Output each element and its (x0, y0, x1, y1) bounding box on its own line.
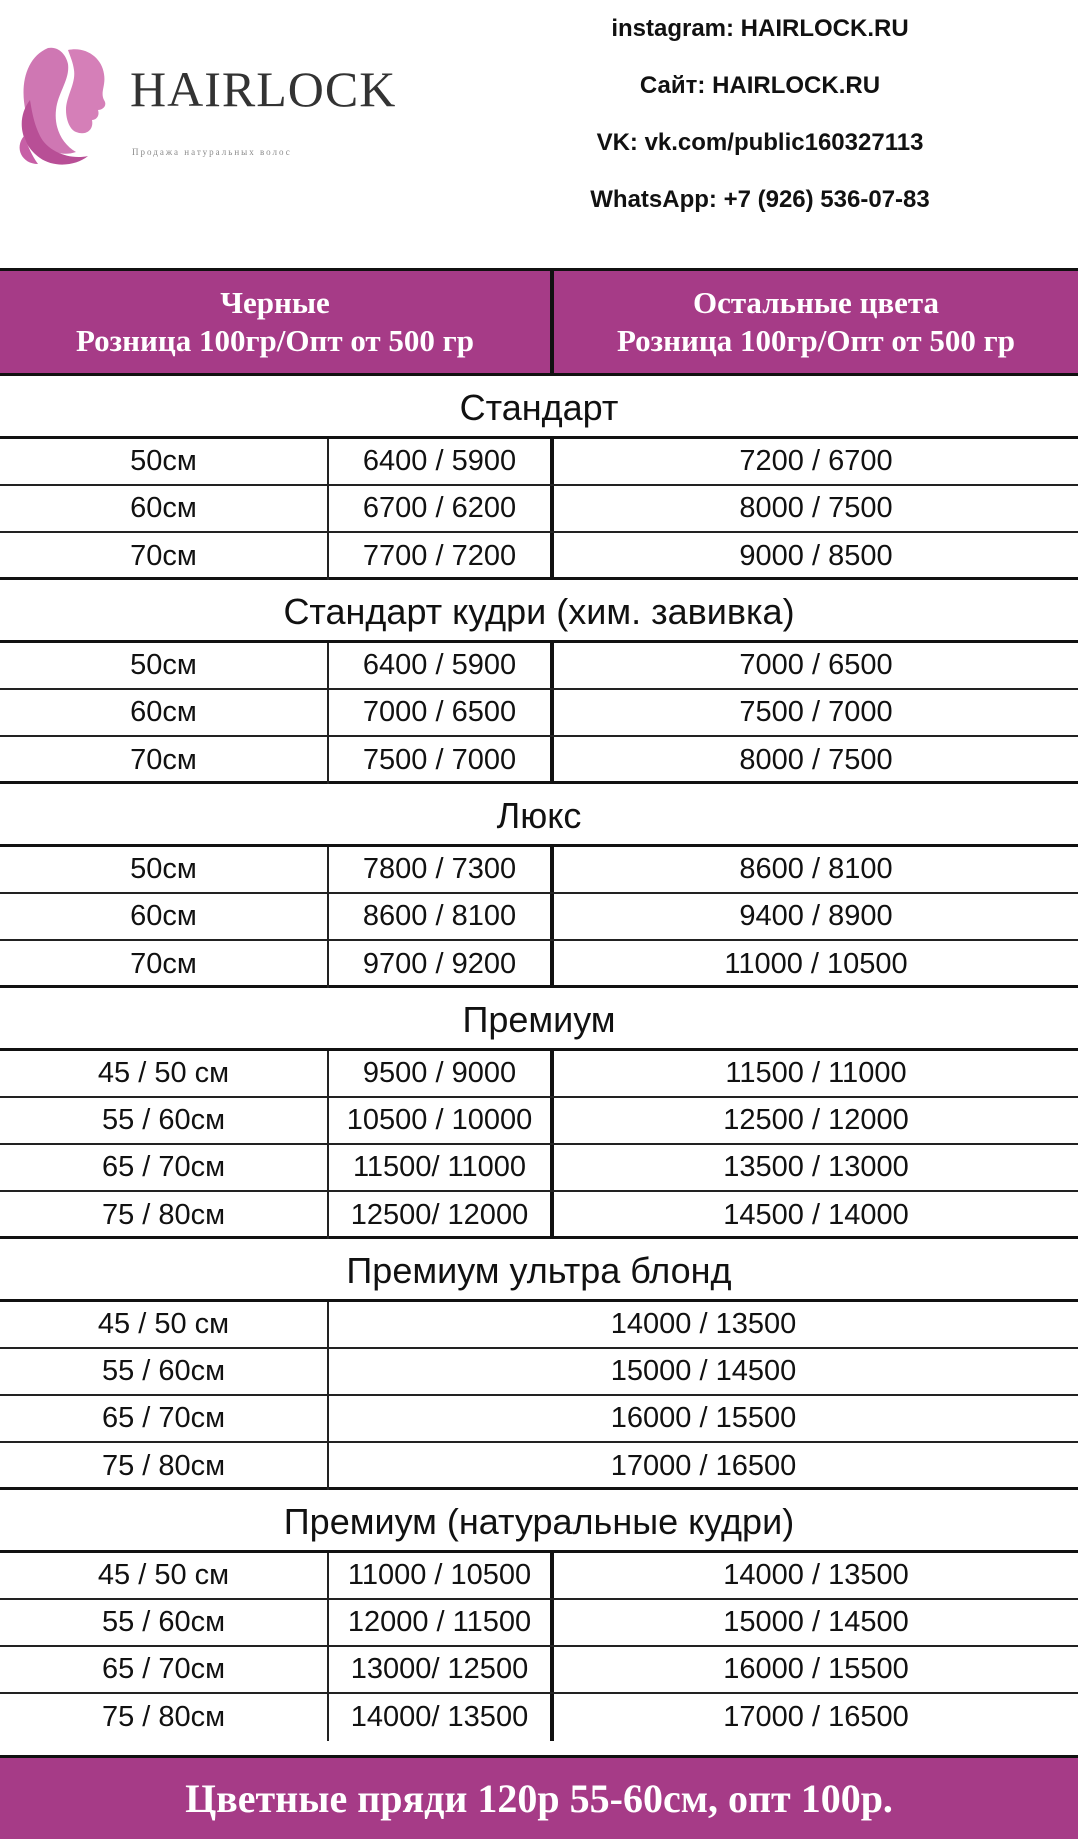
contact-website: Сайт: HAIRLOCK.RU (639, 72, 881, 99)
column-header-other (554, 271, 1078, 373)
header (0, 0, 1078, 268)
length-cell: 55 / 60см (0, 1098, 329, 1143)
length-cell: 60см (0, 486, 329, 531)
other-price-cell: 8000 / 7500 (739, 744, 893, 776)
table-row (0, 1443, 1078, 1490)
table-row (0, 1051, 1078, 1098)
column-header-black (0, 271, 554, 373)
length-cell: 75 / 80см (0, 1192, 329, 1239)
section-title: Стандарт кудри (хим. завивка) (0, 577, 1078, 643)
black-price-cell: 7800 / 7300 (329, 847, 554, 892)
section-title: Премиум (натуральные кудри) (0, 1487, 1078, 1553)
length-cell: 65 / 70см (0, 1647, 329, 1692)
other-price-cell: 8600 / 8100 (739, 853, 893, 885)
section-lux (0, 781, 1078, 988)
black-price-cell: 10500 / 10000 (329, 1098, 554, 1143)
other-price-cell: 7000 / 6500 (739, 649, 893, 681)
other-price-cell: 13500 / 13000 (723, 1151, 909, 1183)
black-price-cell: 12500/ 12000 (329, 1192, 554, 1239)
column-headers (0, 268, 1078, 376)
table-row (0, 1192, 1078, 1239)
length-cell: 45 / 50 см (0, 1553, 329, 1598)
black-price-cell: 6700 / 6200 (329, 486, 554, 531)
price-cell: 16000 / 15500 (610, 1402, 797, 1434)
black-price-cell: 9500 / 9000 (329, 1051, 554, 1096)
black-price-cell: 9700 / 9200 (329, 941, 554, 988)
length-cell: 70см (0, 533, 329, 580)
length-cell: 50см (0, 439, 329, 484)
section-title: Премиум ультра блонд (0, 1236, 1078, 1302)
other-price-cell: 14000 / 13500 (723, 1559, 909, 1591)
length-cell: 70см (0, 941, 329, 988)
table-row (0, 1553, 1078, 1600)
section-standard-curls (0, 577, 1078, 784)
contact-instagram: instagram: HAIRLOCK.RU (611, 15, 909, 42)
table-row (0, 1694, 1078, 1741)
black-price-cell: 7500 / 7000 (329, 737, 554, 784)
length-cell: 75 / 80см (0, 1443, 329, 1490)
section-standard (0, 373, 1078, 580)
section-title: Стандарт (0, 373, 1078, 439)
section-title: Премиум (0, 985, 1078, 1051)
section-premium (0, 985, 1078, 1239)
other-price-cell: 9000 / 8500 (739, 540, 893, 572)
black-price-cell: 14000/ 13500 (329, 1694, 554, 1741)
black-price-cell: 12000 / 11500 (329, 1600, 554, 1645)
table-row (0, 1647, 1078, 1694)
table-row (0, 1145, 1078, 1192)
black-price-cell: 11500/ 11000 (329, 1145, 554, 1190)
contact-vk: VK: vk.com/public160327113 (596, 129, 924, 156)
logo (10, 40, 397, 170)
column-header-other-subtitle: Розница 100гр/Опт от 500 гр (617, 323, 1015, 358)
black-price-cell: 13000/ 12500 (329, 1647, 554, 1692)
other-price-cell: 8000 / 7500 (739, 492, 893, 524)
table-row (0, 1396, 1078, 1443)
other-price-cell: 12500 / 12000 (723, 1104, 909, 1136)
table-row (0, 690, 1078, 737)
black-price-cell: 6400 / 5900 (329, 643, 554, 688)
black-price-cell: 7000 / 6500 (329, 690, 554, 735)
table-row (0, 533, 1078, 580)
contact-whatsapp: WhatsApp: +7 (926) 536-07-83 (590, 186, 930, 213)
footer-note: Цветные пряди 120р 55-60см, опт 100р. (0, 1755, 1078, 1839)
table-row (0, 643, 1078, 690)
other-price-cell: 11000 / 10500 (724, 948, 908, 980)
other-price-cell: 9400 / 8900 (739, 900, 893, 932)
black-price-cell: 11000 / 10500 (329, 1553, 554, 1598)
length-cell: 75 / 80см (0, 1694, 329, 1741)
table-row (0, 894, 1078, 941)
price-cell: 15000 / 14500 (610, 1355, 797, 1387)
other-price-cell: 11500 / 11000 (725, 1057, 907, 1089)
length-cell: 50см (0, 643, 329, 688)
other-price-cell: 7500 / 7000 (739, 696, 893, 728)
table-row (0, 847, 1078, 894)
length-cell: 65 / 70см (0, 1145, 329, 1190)
black-price-cell: 7700 / 7200 (329, 533, 554, 580)
table-row (0, 1600, 1078, 1647)
column-header-black-title: Черные (220, 285, 330, 320)
length-cell: 45 / 50 см (0, 1051, 329, 1096)
table-row (0, 1302, 1078, 1349)
other-price-cell: 14500 / 14000 (723, 1199, 909, 1231)
contacts (490, 0, 1030, 228)
price-table (0, 268, 1078, 1741)
other-price-cell: 7200 / 6700 (739, 445, 893, 477)
woman-profile-logo-icon (10, 40, 130, 170)
table-row (0, 486, 1078, 533)
length-cell: 55 / 60см (0, 1349, 329, 1394)
brand-name: HAIRLOCK (130, 61, 397, 117)
length-cell: 70см (0, 737, 329, 784)
section-premium-ultra-blond (0, 1236, 1078, 1490)
black-price-cell: 6400 / 5900 (329, 439, 554, 484)
table-row (0, 737, 1078, 784)
length-cell: 55 / 60см (0, 1600, 329, 1645)
column-header-other-title: Остальные цвета (692, 285, 940, 320)
other-price-cell: 15000 / 14500 (723, 1606, 909, 1638)
price-cell: 17000 / 16500 (610, 1450, 797, 1482)
table-row (0, 941, 1078, 988)
price-cell: 14000 / 13500 (610, 1308, 797, 1340)
length-cell: 45 / 50 см (0, 1302, 329, 1347)
brand-tagline: Продажа натуральных волос (132, 147, 292, 157)
table-row (0, 1098, 1078, 1145)
section-title: Люкс (0, 781, 1078, 847)
other-price-cell: 17000 / 16500 (723, 1701, 909, 1733)
table-row (0, 439, 1078, 486)
length-cell: 65 / 70см (0, 1396, 329, 1441)
length-cell: 50см (0, 847, 329, 892)
table-row (0, 1349, 1078, 1396)
other-price-cell: 16000 / 15500 (723, 1653, 909, 1685)
length-cell: 60см (0, 690, 329, 735)
column-header-black-subtitle: Розница 100гр/Опт от 500 гр (76, 323, 474, 358)
section-premium-natural-curls (0, 1487, 1078, 1741)
black-price-cell: 8600 / 8100 (329, 894, 554, 939)
length-cell: 60см (0, 894, 329, 939)
